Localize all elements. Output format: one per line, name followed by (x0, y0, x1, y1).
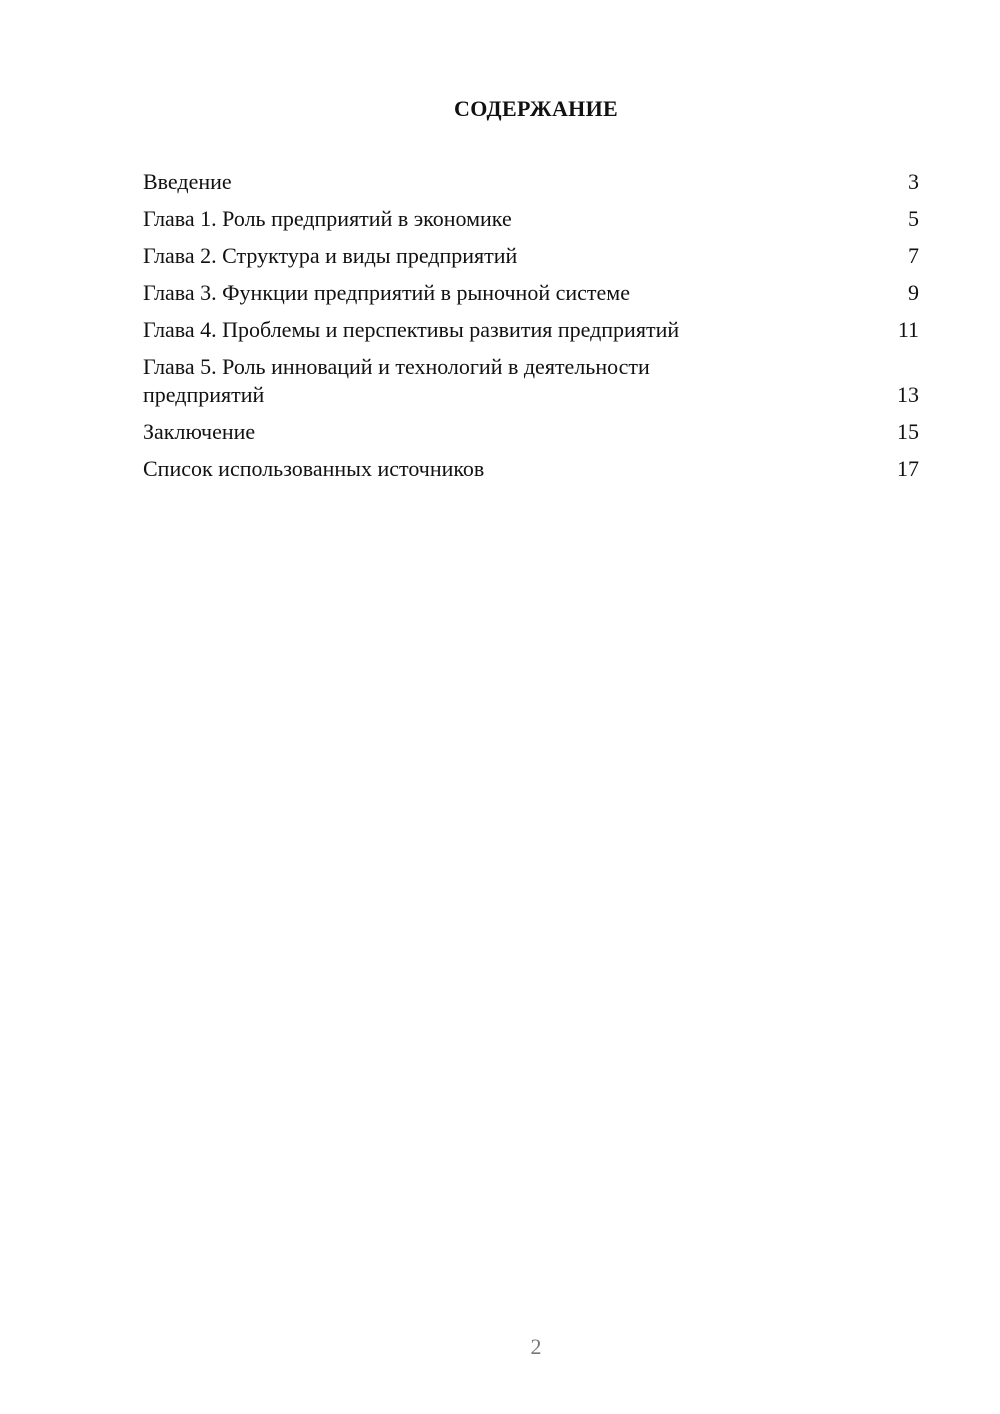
toc-entry (143, 279, 919, 307)
toc-entry-title: Глава 4. Проблемы и перспективы развития предприятий (143, 317, 680, 342)
toc-entry-title: Заключение (143, 419, 256, 444)
toc-entry-title: Глава 3. Функции предприятий в рыночной системе (143, 280, 630, 305)
toc-entry-page: 9 (908, 280, 919, 305)
toc-entry-title: Глава 5. Роль инноваций и технологий в деятельности предприятий (143, 354, 650, 407)
toc-entry (143, 242, 919, 270)
toc-entry (143, 205, 919, 233)
toc-entry-page: 5 (908, 206, 919, 231)
toc-entry-title: Список использованных источников (143, 456, 485, 481)
toc-entry-page: 3 (908, 169, 919, 194)
toc-title: СОДЕРЖАНИЕ (454, 96, 618, 121)
toc-entry-title: Введение (143, 169, 232, 194)
toc-entry-page: 11 (897, 317, 919, 342)
toc-entry (143, 168, 919, 196)
toc-list (143, 168, 919, 492)
toc-entry (143, 353, 919, 409)
toc-entry (143, 455, 919, 483)
toc-entry (143, 316, 919, 344)
toc-entry-page: 13 (897, 382, 919, 407)
toc-entry-page: 15 (897, 419, 919, 444)
toc-entry-page: 7 (908, 243, 919, 268)
toc-entry-title: Глава 1. Роль предприятий в экономике (143, 206, 512, 231)
toc-entry-page: 17 (897, 456, 919, 481)
page-number: 2 (530, 1334, 542, 1359)
toc-entry-title: Глава 2. Структура и виды предприятий (143, 243, 518, 268)
toc-entry (143, 418, 919, 446)
